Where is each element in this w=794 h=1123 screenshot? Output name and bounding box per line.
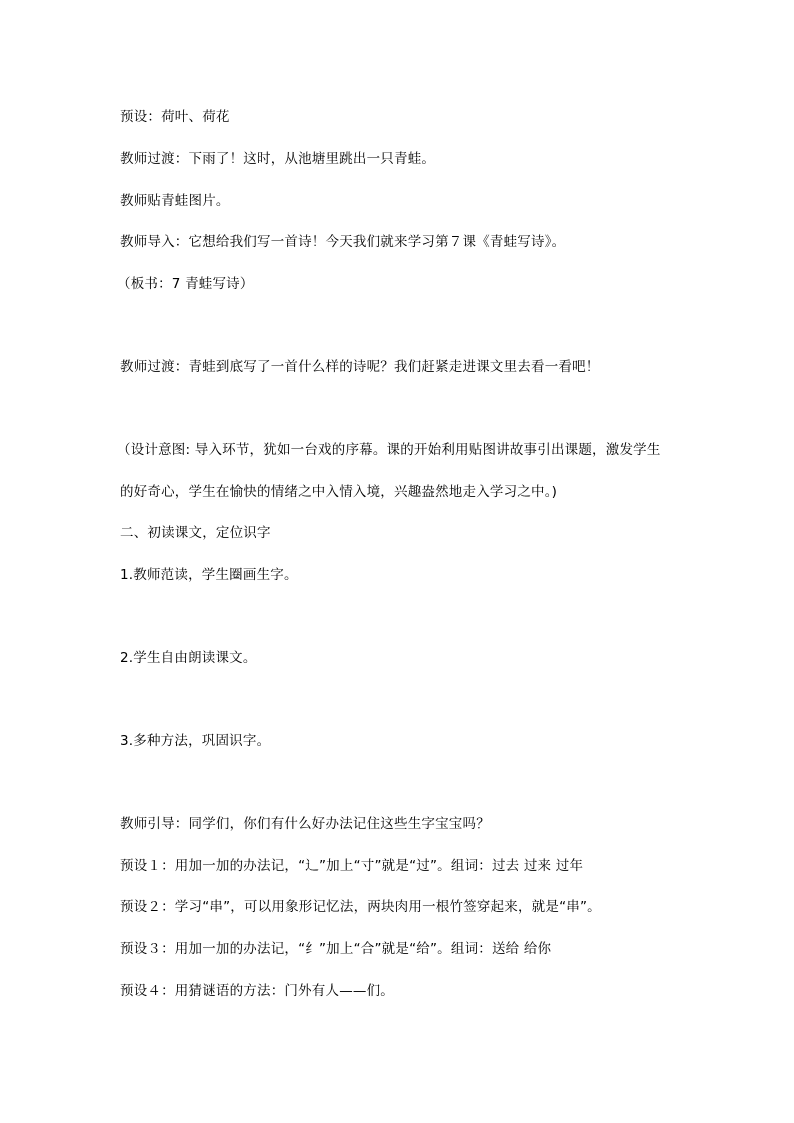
paragraph-teacher-transition-poem: 教师过渡：青蛙到底写了一首什么样的诗呢？我们赶紧走进课文里去看一看吧！ [120,359,600,375]
paragraph-design-intent-2: 的好奇心，学生在愉快的情绪之中入情入境，兴趣盎然地走入学习之中。) [120,484,558,500]
step-students-reading: 2.学生自由朗读课文。 [120,650,257,666]
paragraph-preset-lotus: 预设：荷叶、荷花 [120,109,230,125]
paragraph-board-writing: （板书：7 青蛙写诗） [117,276,254,292]
paragraph-preset-1: 预设１：用加一加的办法记，“辶”加上“寸”就是“过”。组词：过去 过来 过年 [120,858,584,874]
paragraph-preset-4: 预设４：用猜谜语的方法：门外有人——们。 [120,983,394,999]
paragraph-teacher-intro: 教师导入：它想给我们写一首诗！今天我们就来学习第７课《青蛙写诗》。 [120,234,566,250]
step-multiple-methods: 3.多种方法，巩固识字。 [120,733,271,749]
paragraph-design-intent-1: （设计意图: 导入环节，犹如一台戏的序幕。课的开始利用贴图讲故事引出课题，激发学生 [117,442,661,458]
paragraph-preset-3: 预设３：用加一加的办法记，“纟”加上“合”就是“给”。组词：送给 给你 [120,941,552,957]
paragraph-preset-2: 预设２：学习“串”，可以用象形记忆法，两块肉用一根竹签穿起来，就是“串”。 [120,899,601,915]
paragraph-teacher-guidance: 教师引导：同学们，你们有什么好办法记住这些生字宝宝吗？ [120,816,490,832]
paragraph-teacher-transition-rain: 教师过渡：下雨了！这时，从池塘里跳出一只青蛙。 [120,151,436,167]
step-teacher-reading: 1.教师范读，学生圈画生字。 [120,567,298,583]
section-heading-first-reading: 二、初读课文，定位识字 [120,525,271,541]
paragraph-teacher-posts-frog: 教师贴青蛙图片。 [120,193,230,209]
